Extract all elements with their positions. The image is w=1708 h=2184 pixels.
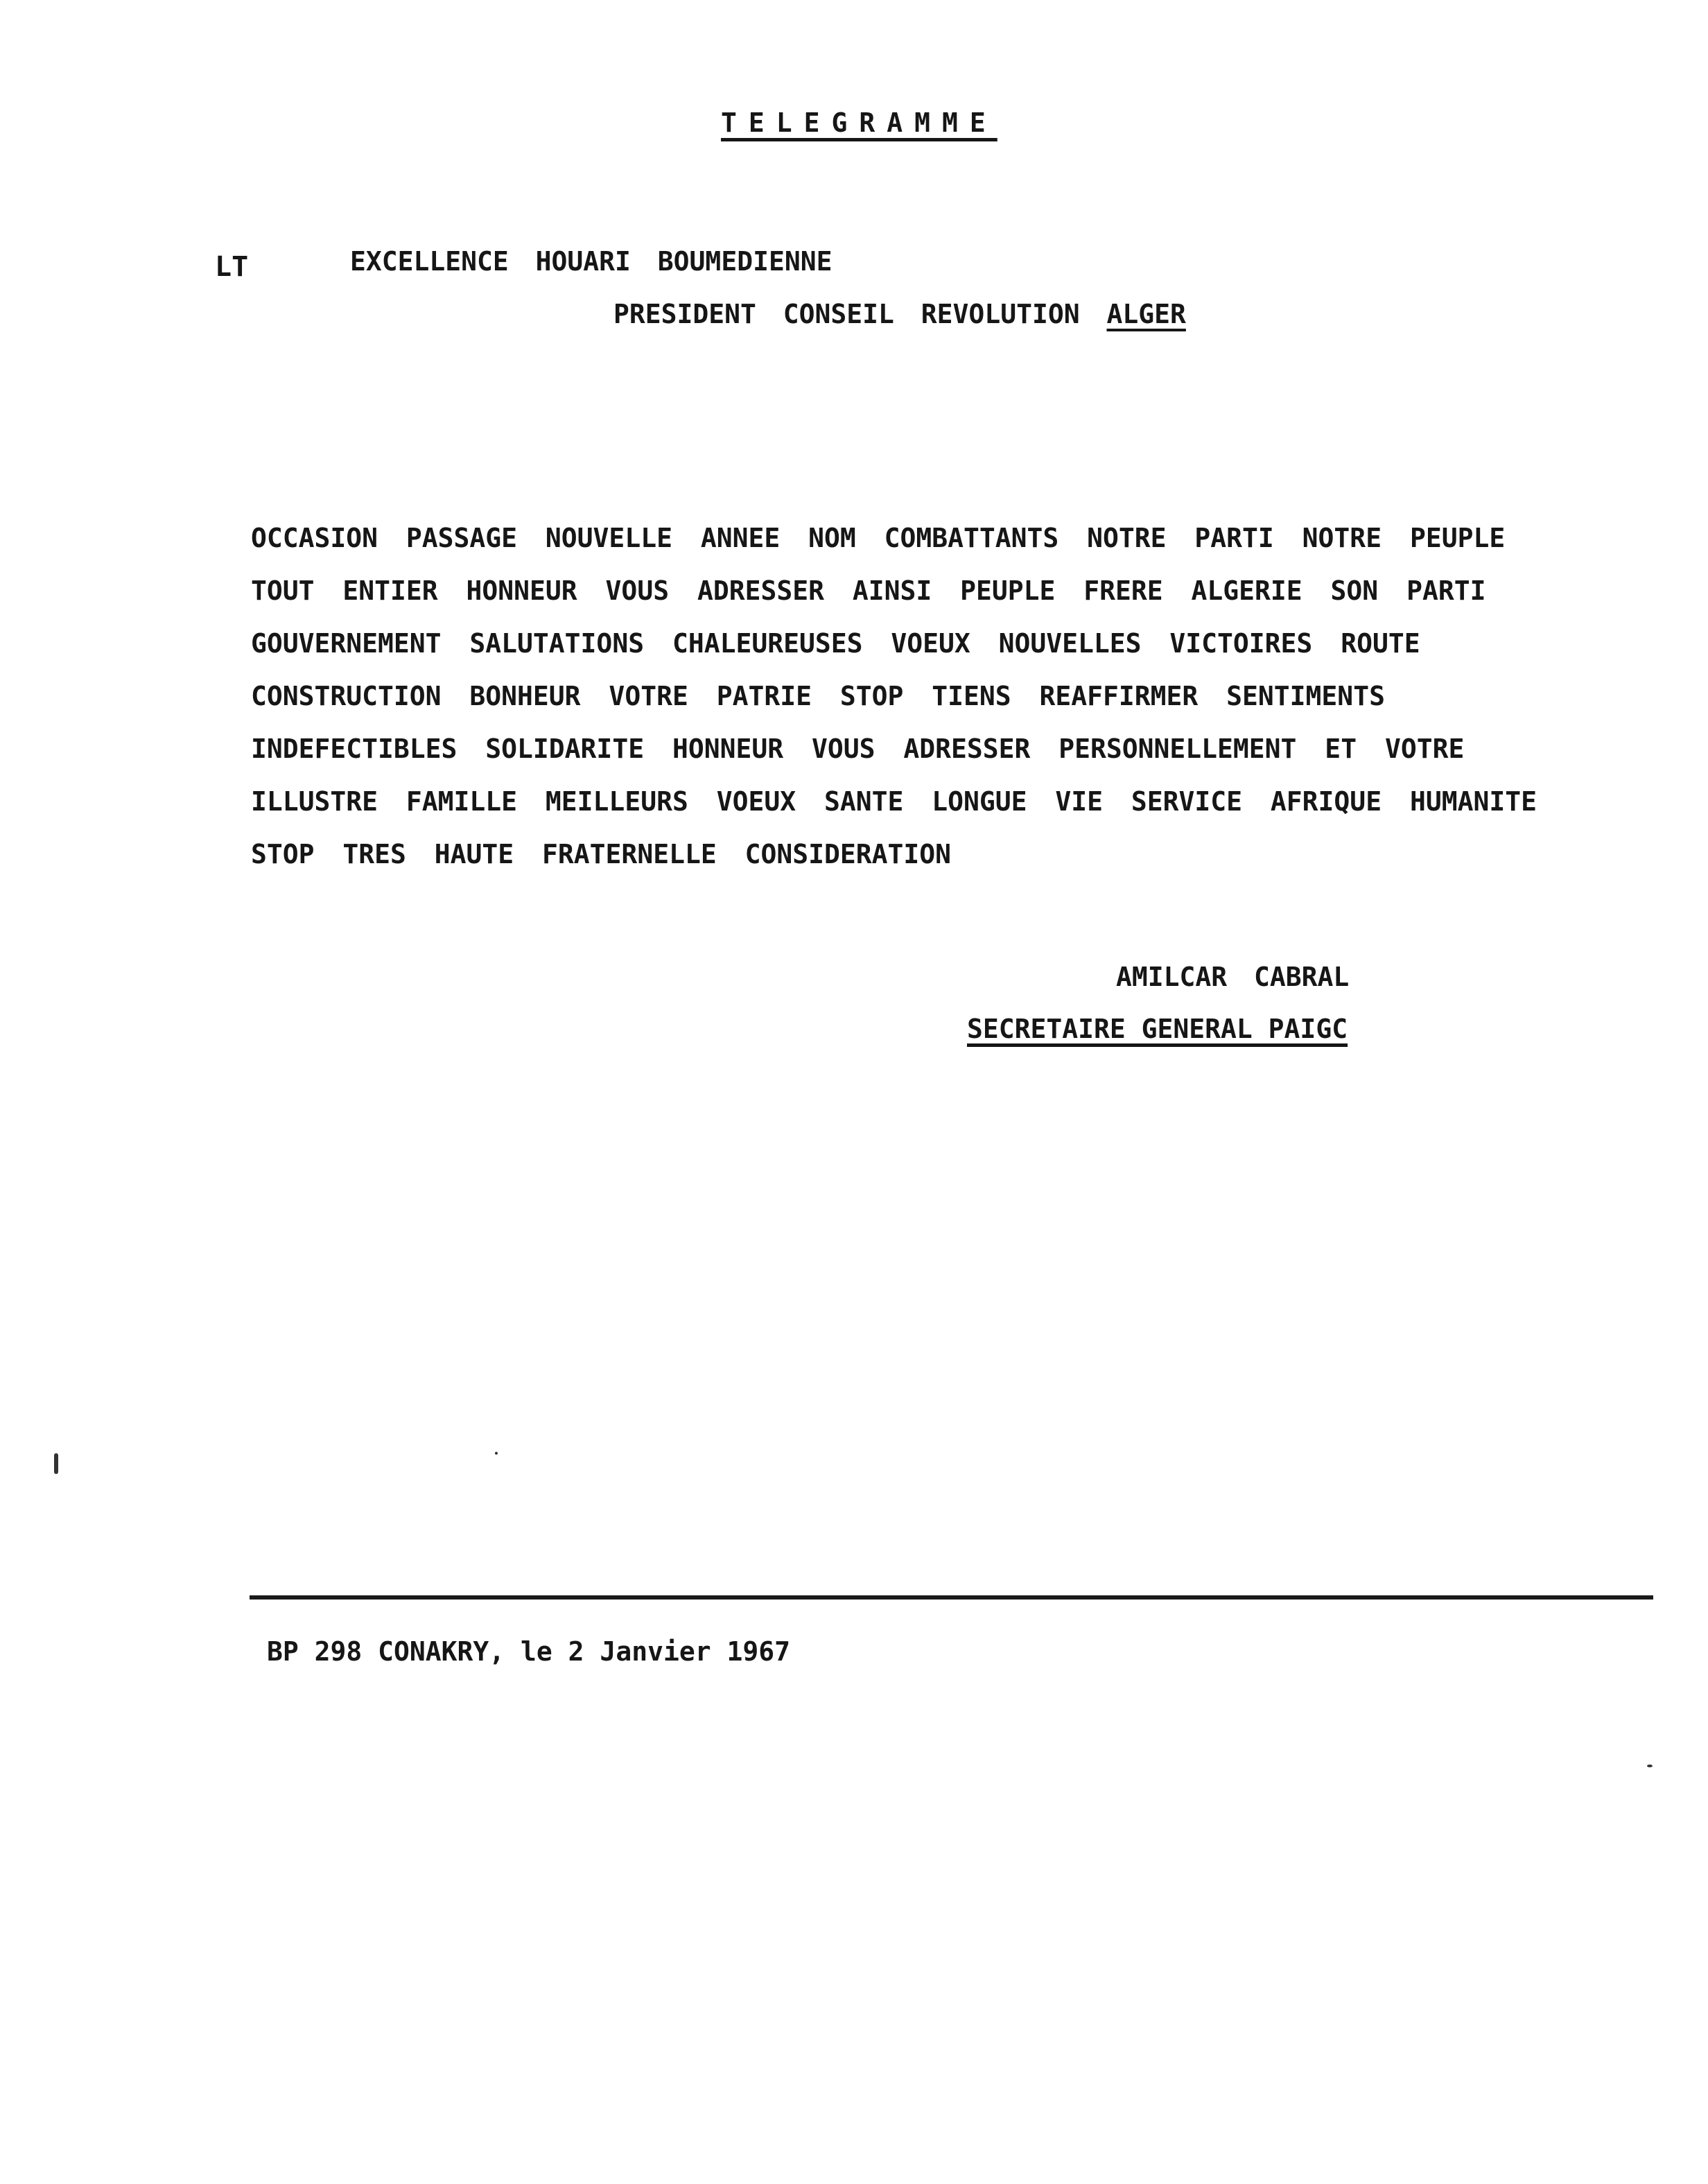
message-body (251, 512, 1537, 881)
addressee-line-1: EXCELLENCE HOUARI BOUMEDIENNE (350, 246, 833, 277)
message-line: STOP TRES HAUTE FRATERNELLE CONSIDERATION (251, 839, 951, 869)
addressee-position: PRESIDENT CONSEIL REVOLUTION (613, 299, 1080, 329)
scan-speck (1647, 1765, 1653, 1767)
addressee-line-2 (613, 301, 1186, 327)
signatory-name: AMILCAR CABRAL (1116, 962, 1350, 992)
scan-speck (495, 1452, 498, 1455)
message-line: CONSTRUCTION BONHEUR VOTRE PATRIE STOP TIENS REAFFIRMER SENTIMENTS (251, 681, 1385, 711)
message-line: OCCASION PASSAGE NOUVELLE ANNEE NOM COMBATTANTS NOTRE PARTI NOTRE PEUPLE (251, 523, 1506, 553)
footer-divider (250, 1595, 1653, 1600)
document-title: TELEGRAMME (721, 107, 997, 138)
message-type-prefix: LT (215, 251, 249, 283)
message-line: ILLUSTRE FAMILLE MEILLEURS VOEUX SANTE LONGUE VIE SERVICE AFRIQUE HUMANITE (251, 786, 1537, 817)
footer-address-date: BP 298 CONAKRY, le 2 Janvier 1967 (267, 1636, 790, 1667)
message-line: GOUVERNEMENT SALUTATIONS CHALEUREUSES VOEUX NOUVELLES VICTOIRES ROUTE (251, 628, 1420, 659)
message-line: INDEFECTIBLES SOLIDARITE HONNEUR VOUS ADRESSER PERSONNELLEMENT ET VOTRE (251, 734, 1465, 764)
addressee-city: ALGER (1106, 299, 1186, 329)
signatory-title: SECRETAIRE GENERAL PAIGC (967, 1014, 1348, 1044)
scan-speck (54, 1453, 58, 1474)
message-line: TOUT ENTIER HONNEUR VOUS ADRESSER AINSI PEUPLE FRERE ALGERIE SON PARTI (251, 575, 1486, 606)
